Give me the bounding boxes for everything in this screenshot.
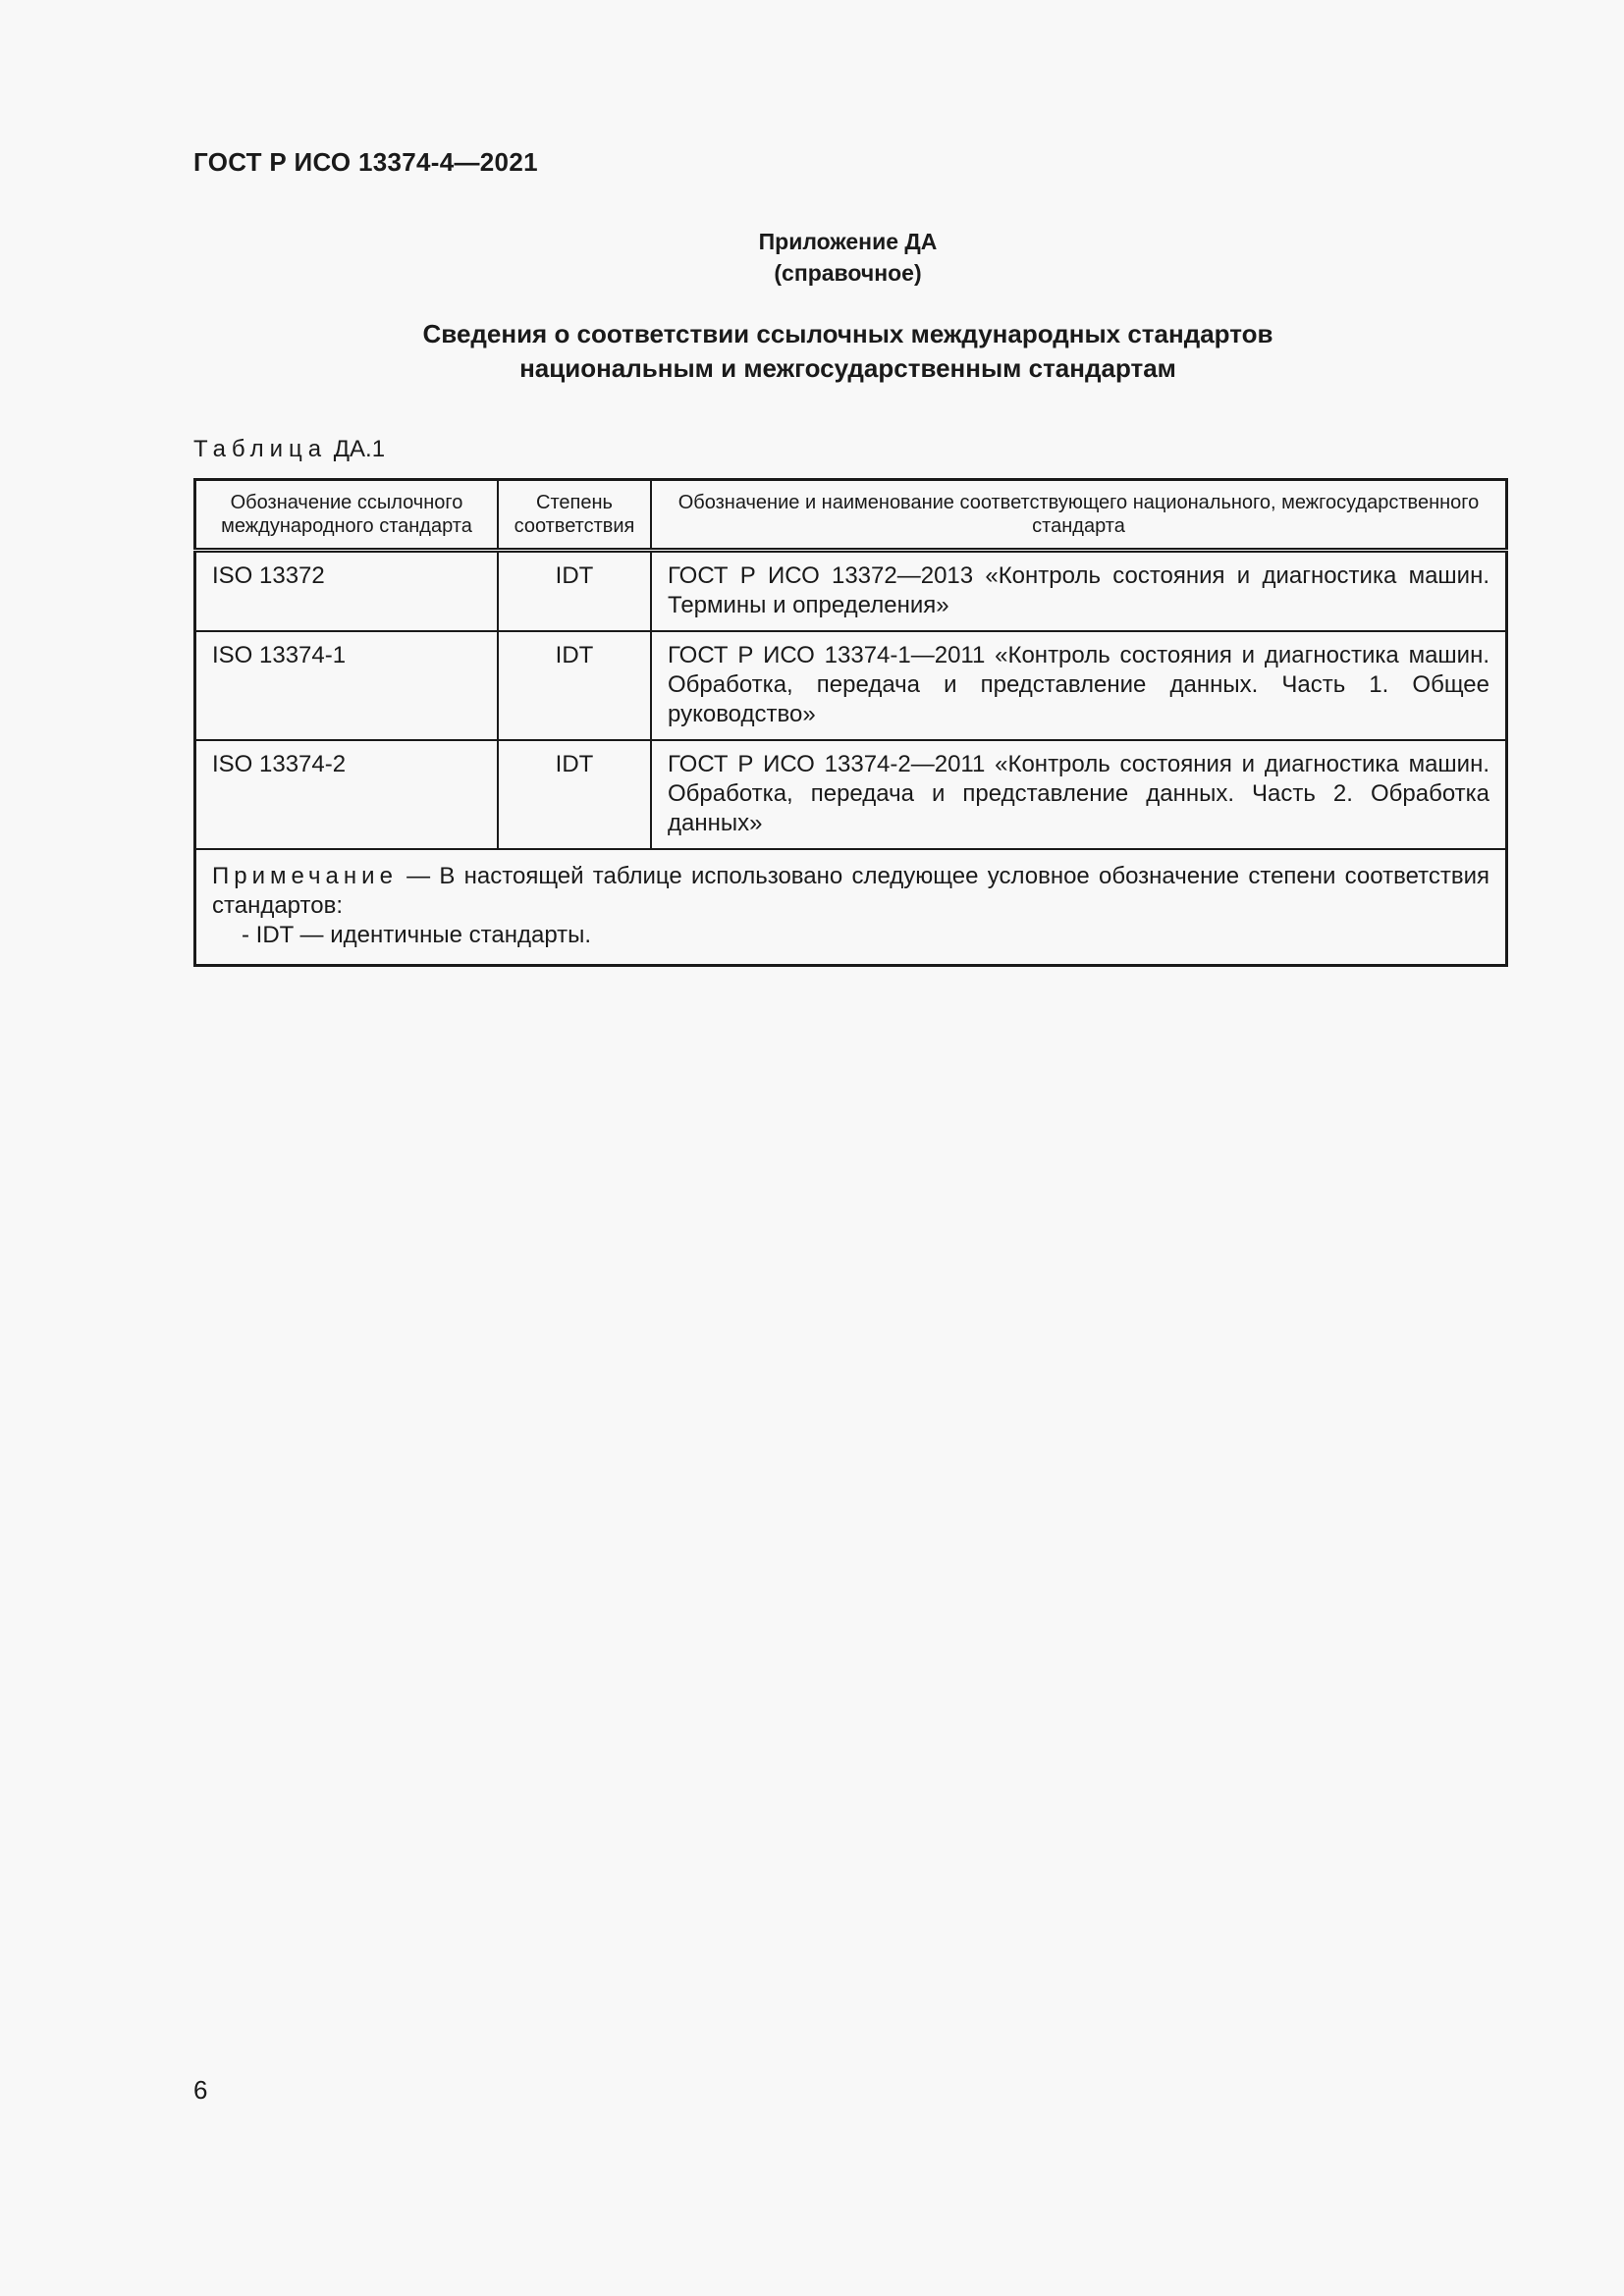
annex-heading — [0, 226, 1624, 289]
table-header-row — [195, 480, 1507, 551]
table-caption-label: Таблица — [193, 436, 328, 462]
column-header-national-standard: Обозначение и наименование соответствующего национального, межгосударственного стандарта — [651, 480, 1507, 551]
page-number: 6 — [193, 2075, 208, 2105]
column-header-international-standard: Обозначение ссылочного международного стандарта — [195, 480, 499, 551]
page-title-line-1: Сведения о соответствии ссылочных международных стандартов — [422, 319, 1273, 348]
cell-degree: IDT — [498, 551, 651, 632]
table-caption-number: ДА.1 — [333, 436, 386, 462]
annex-subtitle: (справочное) — [774, 260, 922, 286]
page-title-line-2: национальным и межгосударственным стандартам — [519, 353, 1176, 383]
cell-degree: IDT — [498, 631, 651, 740]
table-note — [195, 849, 1507, 966]
note-text: — В настоящей таблице использовано следующее условное обозначение степени соответствия стандартов: — [212, 863, 1489, 919]
document-code-header: ГОСТ Р ИСО 13374-4—2021 — [193, 147, 538, 177]
cell-national-standard: ГОСТ Р ИСО 13374-2—2011 «Контроль состояния и диагностика машин. Обработка, передача и представление данных. Часть 2. Обработка данных» — [651, 740, 1507, 849]
column-header-degree: Степень соответствия — [498, 480, 651, 551]
table-row — [195, 740, 1507, 849]
correspondence-table — [193, 478, 1508, 967]
cell-international-standard: ISO 13374-1 — [195, 631, 499, 740]
cell-national-standard: ГОСТ Р ИСО 13374-1—2011 «Контроль состояния и диагностика машин. Обработка, передача и представление данных. Часть 1. Общее руководство» — [651, 631, 1507, 740]
table-note-row — [195, 849, 1507, 966]
cell-national-standard: ГОСТ Р ИСО 13372—2013 «Контроль состояния и диагностика машин. Термины и определения» — [651, 551, 1507, 632]
cell-degree: IDT — [498, 740, 651, 849]
page-title — [0, 317, 1624, 386]
annex-title: Приложение ДА — [758, 229, 938, 254]
cell-international-standard: ISO 13374-2 — [195, 740, 499, 849]
note-item: - IDT — идентичные стандарты. — [242, 922, 592, 948]
cell-international-standard: ISO 13372 — [195, 551, 499, 632]
note-label: Примечание — [212, 863, 398, 889]
table-row — [195, 551, 1507, 632]
table-caption — [193, 436, 385, 463]
table-row — [195, 631, 1507, 740]
